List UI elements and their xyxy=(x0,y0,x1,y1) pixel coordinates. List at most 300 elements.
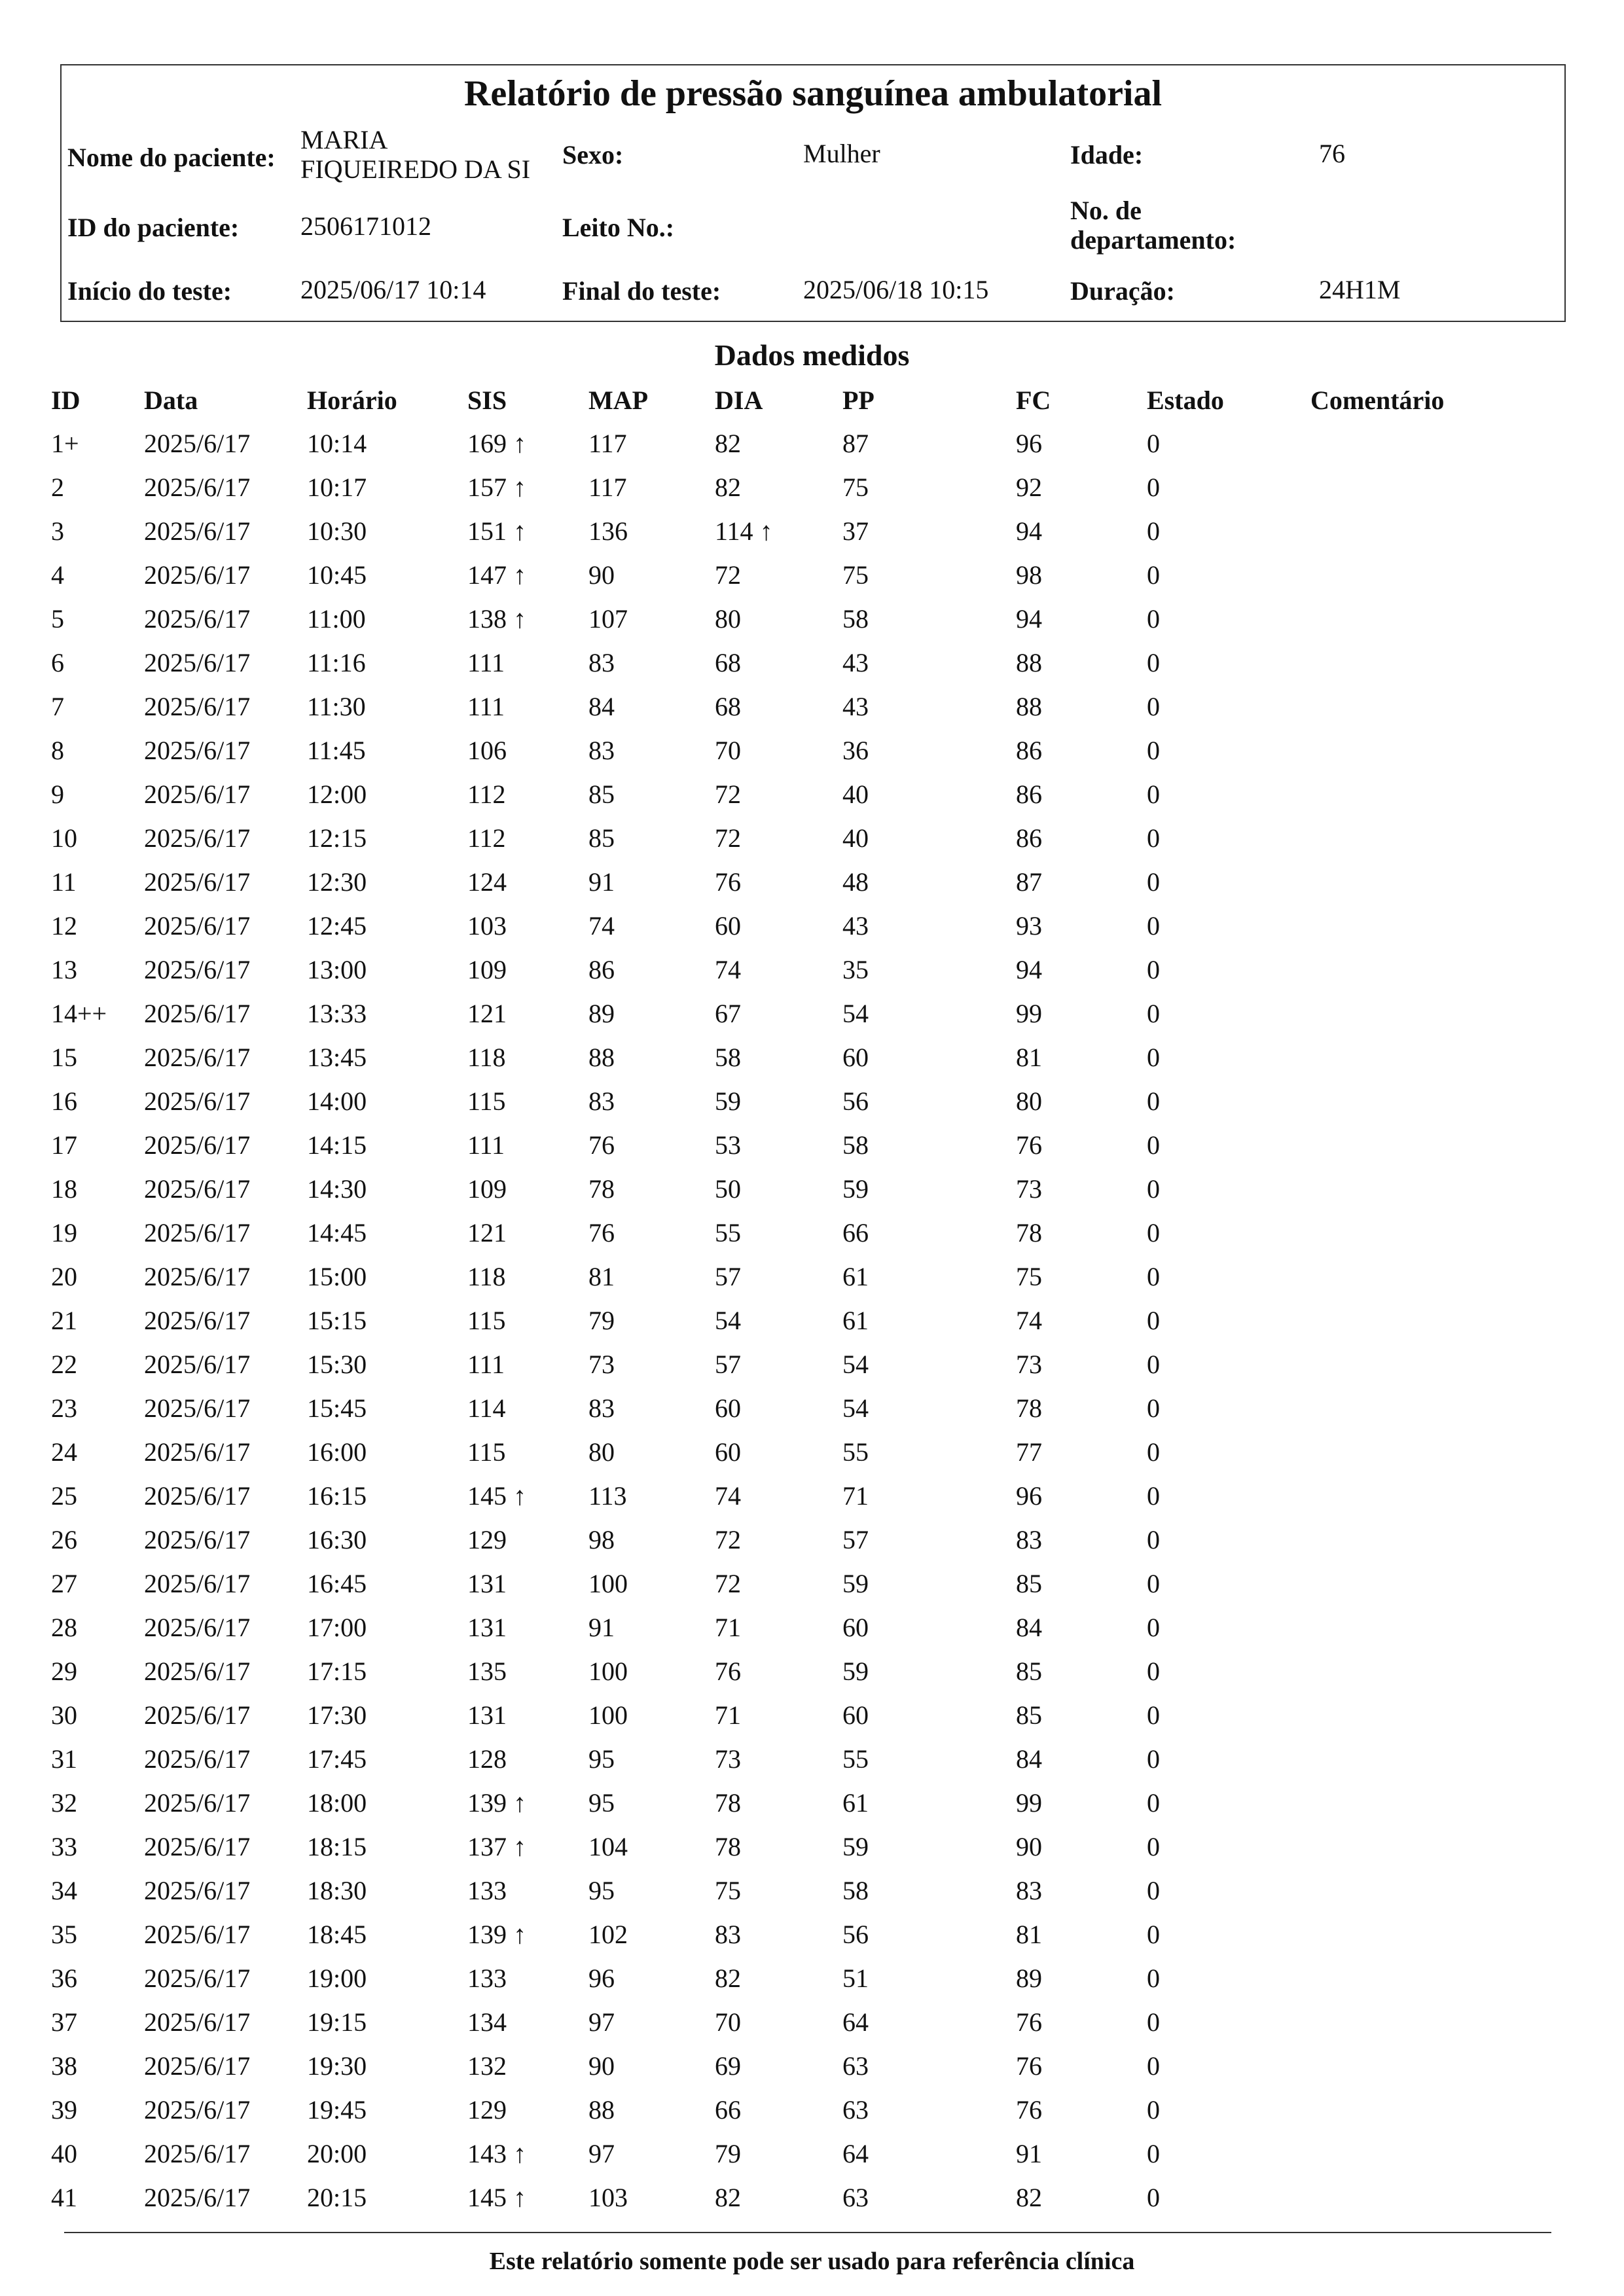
cell-map: 107 xyxy=(588,604,628,634)
cell-id: 41 xyxy=(51,2183,77,2212)
col-head-pp: PP xyxy=(842,386,875,415)
cell-fc: 87 xyxy=(1016,867,1042,897)
cell-sis: 133 xyxy=(467,1964,507,1993)
cell-map: 76 xyxy=(588,1130,615,1160)
cell-id: 34 xyxy=(51,1876,77,1905)
cell-id: 25 xyxy=(51,1481,77,1511)
cell-time: 18:00 xyxy=(307,1788,367,1818)
cell-time: 11:16 xyxy=(307,648,366,677)
cell-time: 20:00 xyxy=(307,2139,367,2168)
cell-map: 74 xyxy=(588,911,615,941)
cell-pp: 35 xyxy=(842,955,869,984)
cell-map: 97 xyxy=(588,2007,615,2037)
cell-sis: 129 xyxy=(467,2095,507,2125)
cell-sis: 137 ↑ xyxy=(467,1832,526,1861)
cell-date: 2025/6/17 xyxy=(144,736,251,765)
cell-time: 13:00 xyxy=(307,955,367,984)
cell-dia: 60 xyxy=(715,1393,741,1423)
cell-fc: 96 xyxy=(1016,429,1042,458)
cell-date: 2025/6/17 xyxy=(144,1130,251,1160)
cell-id: 28 xyxy=(51,1613,77,1642)
cell-sis: 139 ↑ xyxy=(467,1788,526,1818)
cell-estado: 0 xyxy=(1147,999,1160,1028)
cell-sis: 121 xyxy=(467,1218,507,1247)
cell-id: 19 xyxy=(51,1218,77,1247)
age-value: 76 xyxy=(1319,139,1345,168)
table-row xyxy=(0,2089,1624,2132)
cell-time: 10:45 xyxy=(307,560,367,590)
cell-estado: 0 xyxy=(1147,1306,1160,1335)
cell-map: 97 xyxy=(588,2139,615,2168)
cell-date: 2025/6/17 xyxy=(144,2183,251,2212)
cell-dia: 79 xyxy=(715,2139,741,2168)
cell-sis: 112 xyxy=(467,823,506,853)
cell-map: 88 xyxy=(588,2095,615,2125)
cell-pp: 43 xyxy=(842,911,869,941)
table-row xyxy=(0,1562,1624,1606)
cell-estado: 0 xyxy=(1147,1525,1160,1554)
table-row xyxy=(0,992,1624,1036)
table-row xyxy=(0,1036,1624,1080)
cell-pp: 87 xyxy=(842,429,869,458)
cell-dia: 76 xyxy=(715,1657,741,1686)
table-row xyxy=(0,1080,1624,1124)
cell-estado: 0 xyxy=(1147,1174,1160,1204)
cell-fc: 83 xyxy=(1016,1876,1042,1905)
cell-fc: 83 xyxy=(1016,1525,1042,1554)
cell-id: 26 xyxy=(51,1525,77,1554)
table-row xyxy=(0,641,1624,685)
cell-estado: 0 xyxy=(1147,1437,1160,1467)
cell-date: 2025/6/17 xyxy=(144,2139,251,2168)
cell-fc: 73 xyxy=(1016,1174,1042,1204)
cell-fc: 82 xyxy=(1016,2183,1042,2212)
col-head-comment: Comentário xyxy=(1310,386,1445,415)
cell-estado: 0 xyxy=(1147,2095,1160,2125)
table-row xyxy=(0,1211,1624,1255)
col-head-sis: SIS xyxy=(467,386,507,415)
cell-time: 17:00 xyxy=(307,1613,367,1642)
cell-dia: 72 xyxy=(715,1569,741,1598)
cell-fc: 81 xyxy=(1016,1043,1042,1072)
cell-time: 19:30 xyxy=(307,2051,367,2081)
cell-fc: 86 xyxy=(1016,780,1042,809)
table-row xyxy=(0,1255,1624,1299)
cell-fc: 93 xyxy=(1016,911,1042,941)
cell-fc: 75 xyxy=(1016,1262,1042,1291)
cell-time: 18:30 xyxy=(307,1876,367,1905)
cell-pp: 40 xyxy=(842,823,869,853)
cell-map: 91 xyxy=(588,867,615,897)
cell-map: 136 xyxy=(588,516,628,546)
cell-sis: 138 ↑ xyxy=(467,604,526,634)
table-row xyxy=(0,1650,1624,1694)
cell-estado: 0 xyxy=(1147,911,1160,941)
cell-time: 12:30 xyxy=(307,867,367,897)
table-row xyxy=(0,2132,1624,2176)
cell-estado: 0 xyxy=(1147,2183,1160,2212)
cell-fc: 78 xyxy=(1016,1218,1042,1247)
cell-fc: 99 xyxy=(1016,999,1042,1028)
cell-date: 2025/6/17 xyxy=(144,692,251,721)
cell-time: 19:15 xyxy=(307,2007,367,2037)
dept-label-line1: No. de xyxy=(1070,196,1142,225)
cell-pp: 75 xyxy=(842,560,869,590)
cell-map: 103 xyxy=(588,2183,628,2212)
cell-sis: 128 xyxy=(467,1744,507,1774)
cell-time: 14:00 xyxy=(307,1086,367,1116)
table-row xyxy=(0,948,1624,992)
dept-label-line2: departamento: xyxy=(1070,225,1236,255)
cell-time: 10:14 xyxy=(307,429,367,458)
cell-dia: 67 xyxy=(715,999,741,1028)
cell-pp: 59 xyxy=(842,1569,869,1598)
cell-estado: 0 xyxy=(1147,1832,1160,1861)
cell-date: 2025/6/17 xyxy=(144,1744,251,1774)
table-row xyxy=(0,1957,1624,2001)
cell-fc: 99 xyxy=(1016,1788,1042,1818)
cell-estado: 0 xyxy=(1147,516,1160,546)
cell-pp: 48 xyxy=(842,867,869,897)
cell-pp: 58 xyxy=(842,1876,869,1905)
cell-date: 2025/6/17 xyxy=(144,955,251,984)
cell-estado: 0 xyxy=(1147,560,1160,590)
cell-sis: 115 xyxy=(467,1086,506,1116)
cell-id: 18 xyxy=(51,1174,77,1204)
start-value: 2025/06/17 10:14 xyxy=(300,275,486,304)
cell-time: 18:15 xyxy=(307,1832,367,1861)
cell-date: 2025/6/17 xyxy=(144,1569,251,1598)
cell-fc: 85 xyxy=(1016,1657,1042,1686)
cell-pp: 59 xyxy=(842,1832,869,1861)
cell-pp: 55 xyxy=(842,1744,869,1774)
cell-fc: 81 xyxy=(1016,1920,1042,1949)
cell-estado: 0 xyxy=(1147,1569,1160,1598)
cell-estado: 0 xyxy=(1147,867,1160,897)
cell-pp: 60 xyxy=(842,1613,869,1642)
cell-dia: 71 xyxy=(715,1700,741,1730)
cell-estado: 0 xyxy=(1147,1744,1160,1774)
cell-time: 16:00 xyxy=(307,1437,367,1467)
cell-fc: 86 xyxy=(1016,823,1042,853)
cell-pp: 57 xyxy=(842,1525,869,1554)
table-row xyxy=(0,1913,1624,1957)
cell-dia: 71 xyxy=(715,1613,741,1642)
cell-time: 10:17 xyxy=(307,473,367,502)
cell-map: 78 xyxy=(588,1174,615,1204)
table-row xyxy=(0,466,1624,510)
cell-id: 2 xyxy=(51,473,64,502)
patient-info-box xyxy=(60,64,1566,322)
cell-date: 2025/6/17 xyxy=(144,1700,251,1730)
cell-sis: 132 xyxy=(467,2051,507,2081)
cell-map: 96 xyxy=(588,1964,615,1993)
cell-date: 2025/6/17 xyxy=(144,1920,251,1949)
cell-dia: 57 xyxy=(715,1350,741,1379)
cell-map: 98 xyxy=(588,1525,615,1554)
cell-dia: 68 xyxy=(715,692,741,721)
cell-estado: 0 xyxy=(1147,473,1160,502)
cell-dia: 70 xyxy=(715,2007,741,2037)
cell-date: 2025/6/17 xyxy=(144,2007,251,2037)
cell-sis: 111 xyxy=(467,692,505,721)
table-row xyxy=(0,1694,1624,1738)
cell-sis: 103 xyxy=(467,911,507,941)
col-head-time: Horário xyxy=(307,386,397,415)
cell-map: 95 xyxy=(588,1744,615,1774)
table-row xyxy=(0,1475,1624,1518)
bed-label: Leito No.: xyxy=(562,213,675,242)
cell-estado: 0 xyxy=(1147,955,1160,984)
cell-id: 6 xyxy=(51,648,64,677)
cell-time: 17:30 xyxy=(307,1700,367,1730)
col-head-map: MAP xyxy=(588,386,649,415)
cell-time: 16:15 xyxy=(307,1481,367,1511)
cell-fc: 76 xyxy=(1016,2095,1042,2125)
cell-sis: 131 xyxy=(467,1613,507,1642)
cell-dia: 83 xyxy=(715,1920,741,1949)
cell-estado: 0 xyxy=(1147,1700,1160,1730)
cell-map: 117 xyxy=(588,473,627,502)
cell-estado: 0 xyxy=(1147,1613,1160,1642)
cell-sis: 131 xyxy=(467,1700,507,1730)
cell-sis: 118 xyxy=(467,1043,506,1072)
cell-dia: 73 xyxy=(715,1744,741,1774)
cell-dia: 72 xyxy=(715,823,741,853)
table-row xyxy=(0,1518,1624,1562)
cell-pp: 56 xyxy=(842,1920,869,1949)
end-value: 2025/06/18 10:15 xyxy=(803,275,989,304)
cell-pp: 66 xyxy=(842,1218,869,1247)
cell-sis: 147 ↑ xyxy=(467,560,526,590)
cell-dia: 68 xyxy=(715,648,741,677)
cell-sis: 143 ↑ xyxy=(467,2139,526,2168)
cell-fc: 85 xyxy=(1016,1569,1042,1598)
table-row xyxy=(0,905,1624,948)
sex-value: Mulher xyxy=(803,139,880,168)
cell-pp: 36 xyxy=(842,736,869,765)
cell-sis: 124 xyxy=(467,867,507,897)
table-row xyxy=(0,1606,1624,1650)
cell-fc: 77 xyxy=(1016,1437,1042,1467)
cell-id: 17 xyxy=(51,1130,77,1160)
cell-sis: 118 xyxy=(467,1262,506,1291)
cell-date: 2025/6/17 xyxy=(144,1174,251,1204)
cell-dia: 60 xyxy=(715,1437,741,1467)
cell-date: 2025/6/17 xyxy=(144,2051,251,2081)
cell-pp: 61 xyxy=(842,1788,869,1818)
cell-date: 2025/6/17 xyxy=(144,560,251,590)
cell-estado: 0 xyxy=(1147,1086,1160,1116)
cell-dia: 114 ↑ xyxy=(715,516,773,546)
cell-time: 11:45 xyxy=(307,736,366,765)
table-row xyxy=(0,1869,1624,1913)
cell-time: 19:00 xyxy=(307,1964,367,1993)
cell-map: 83 xyxy=(588,736,615,765)
table-row xyxy=(0,1782,1624,1825)
patient-name-line2: FIQUEIREDO DA SI xyxy=(300,154,531,184)
table-row xyxy=(0,2176,1624,2220)
cell-estado: 0 xyxy=(1147,823,1160,853)
cell-dia: 78 xyxy=(715,1788,741,1818)
cell-id: 14++ xyxy=(51,999,107,1028)
cell-date: 2025/6/17 xyxy=(144,604,251,634)
table-row xyxy=(0,2001,1624,2045)
cell-pp: 60 xyxy=(842,1043,869,1072)
cell-date: 2025/6/17 xyxy=(144,1393,251,1423)
cell-pp: 43 xyxy=(842,692,869,721)
cell-fc: 98 xyxy=(1016,560,1042,590)
cell-map: 81 xyxy=(588,1262,615,1291)
cell-map: 91 xyxy=(588,1613,615,1642)
cell-sis: 134 xyxy=(467,2007,507,2037)
cell-time: 20:15 xyxy=(307,2183,367,2212)
cell-sis: 109 xyxy=(467,955,507,984)
cell-id: 39 xyxy=(51,2095,77,2125)
cell-estado: 0 xyxy=(1147,429,1160,458)
col-head-fc: FC xyxy=(1016,386,1051,415)
table-row xyxy=(0,554,1624,598)
cell-estado: 0 xyxy=(1147,2051,1160,2081)
cell-fc: 92 xyxy=(1016,473,1042,502)
table-row xyxy=(0,1387,1624,1431)
sex-label: Sexo: xyxy=(562,140,624,170)
cell-sis: 133 xyxy=(467,1876,507,1905)
cell-pp: 54 xyxy=(842,999,869,1028)
cell-pp: 51 xyxy=(842,1964,869,1993)
col-head-dia: DIA xyxy=(715,386,763,415)
cell-dia: 60 xyxy=(715,911,741,941)
cell-dia: 66 xyxy=(715,2095,741,2125)
cell-date: 2025/6/17 xyxy=(144,999,251,1028)
cell-id: 13 xyxy=(51,955,77,984)
cell-estado: 0 xyxy=(1147,1920,1160,1949)
cell-sis: 139 ↑ xyxy=(467,1920,526,1949)
cell-sis: 114 xyxy=(467,1393,506,1423)
cell-sis: 121 xyxy=(467,999,507,1028)
cell-id: 12 xyxy=(51,911,77,941)
cell-pp: 64 xyxy=(842,2139,869,2168)
cell-map: 83 xyxy=(588,1086,615,1116)
cell-estado: 0 xyxy=(1147,780,1160,809)
cell-pp: 37 xyxy=(842,516,869,546)
cell-pp: 58 xyxy=(842,604,869,634)
cell-map: 95 xyxy=(588,1876,615,1905)
cell-dia: 82 xyxy=(715,429,741,458)
cell-map: 76 xyxy=(588,1218,615,1247)
cell-dia: 72 xyxy=(715,780,741,809)
cell-pp: 60 xyxy=(842,1700,869,1730)
cell-dia: 82 xyxy=(715,2183,741,2212)
cell-estado: 0 xyxy=(1147,1218,1160,1247)
patient-name-label: Nome do paciente: xyxy=(67,143,276,172)
cell-id: 9 xyxy=(51,780,64,809)
patient-name-line1: MARIA xyxy=(300,125,388,154)
cell-id: 24 xyxy=(51,1437,77,1467)
cell-sis: 145 ↑ xyxy=(467,1481,526,1511)
cell-pp: 63 xyxy=(842,2183,869,2212)
cell-date: 2025/6/17 xyxy=(144,911,251,941)
cell-time: 10:30 xyxy=(307,516,367,546)
cell-id: 11 xyxy=(51,867,77,897)
cell-time: 12:45 xyxy=(307,911,367,941)
start-label: Início do teste: xyxy=(67,276,232,306)
table-row xyxy=(0,2045,1624,2089)
cell-id: 38 xyxy=(51,2051,77,2081)
cell-dia: 72 xyxy=(715,560,741,590)
table-row xyxy=(0,1825,1624,1869)
cell-fc: 78 xyxy=(1016,1393,1042,1423)
cell-time: 15:15 xyxy=(307,1306,367,1335)
table-row xyxy=(0,1431,1624,1475)
cell-id: 3 xyxy=(51,516,64,546)
cell-id: 37 xyxy=(51,2007,77,2037)
cell-map: 80 xyxy=(588,1437,615,1467)
cell-dia: 70 xyxy=(715,736,741,765)
cell-sis: 131 xyxy=(467,1569,507,1598)
cell-date: 2025/6/17 xyxy=(144,1043,251,1072)
cell-date: 2025/6/17 xyxy=(144,1788,251,1818)
cell-time: 14:45 xyxy=(307,1218,367,1247)
cell-pp: 55 xyxy=(842,1437,869,1467)
cell-id: 36 xyxy=(51,1964,77,1993)
cell-time: 16:45 xyxy=(307,1569,367,1598)
age-label: Idade: xyxy=(1070,140,1144,170)
end-label: Final do teste: xyxy=(562,276,721,306)
cell-date: 2025/6/17 xyxy=(144,1481,251,1511)
cell-map: 90 xyxy=(588,560,615,590)
cell-estado: 0 xyxy=(1147,1130,1160,1160)
cell-map: 83 xyxy=(588,1393,615,1423)
cell-fc: 74 xyxy=(1016,1306,1042,1335)
cell-map: 100 xyxy=(588,1569,628,1598)
duration-label: Duração: xyxy=(1070,276,1175,306)
cell-time: 17:15 xyxy=(307,1657,367,1686)
cell-id: 29 xyxy=(51,1657,77,1686)
cell-fc: 94 xyxy=(1016,516,1042,546)
cell-fc: 80 xyxy=(1016,1086,1042,1116)
duration-value: 24H1M xyxy=(1319,275,1401,304)
patient-id-label: ID do paciente: xyxy=(67,213,240,242)
cell-id: 27 xyxy=(51,1569,77,1598)
table-row xyxy=(0,1299,1624,1343)
cell-pp: 43 xyxy=(842,648,869,677)
cell-time: 16:30 xyxy=(307,1525,367,1554)
cell-pp: 54 xyxy=(842,1393,869,1423)
table-row xyxy=(0,1343,1624,1387)
cell-fc: 90 xyxy=(1016,1832,1042,1861)
footer-divider xyxy=(64,2232,1551,2233)
cell-pp: 64 xyxy=(842,2007,869,2037)
cell-sis: 112 xyxy=(467,780,506,809)
cell-map: 95 xyxy=(588,1788,615,1818)
col-head-date: Data xyxy=(144,386,198,415)
cell-fc: 84 xyxy=(1016,1744,1042,1774)
cell-estado: 0 xyxy=(1147,1788,1160,1818)
footer-note: Este relatório somente pode ser usado para referência clínica xyxy=(489,2248,1135,2275)
table-row xyxy=(0,598,1624,641)
cell-dia: 54 xyxy=(715,1306,741,1335)
cell-date: 2025/6/17 xyxy=(144,1218,251,1247)
cell-pp: 58 xyxy=(842,1130,869,1160)
cell-sis: 129 xyxy=(467,1525,507,1554)
cell-date: 2025/6/17 xyxy=(144,1262,251,1291)
cell-sis: 106 xyxy=(467,736,507,765)
cell-pp: 63 xyxy=(842,2095,869,2125)
cell-estado: 0 xyxy=(1147,1657,1160,1686)
col-head-id: ID xyxy=(51,386,81,415)
cell-map: 102 xyxy=(588,1920,628,1949)
